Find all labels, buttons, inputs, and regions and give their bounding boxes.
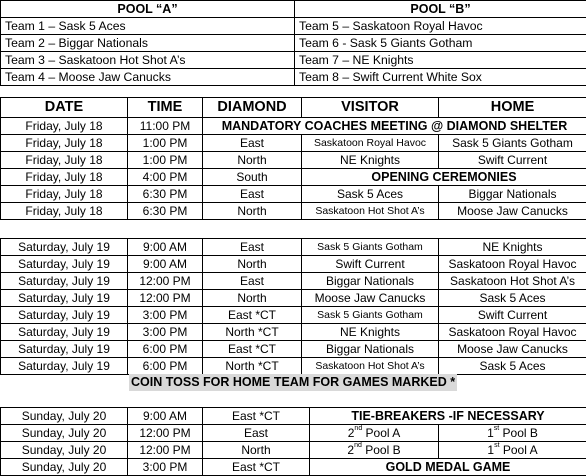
schedule-row [1, 290, 586, 307]
visitor-cell: NE Knights [302, 324, 439, 341]
home-cell: NE Knights [439, 239, 586, 256]
date-cell: Saturday, July 19 [1, 239, 128, 256]
diamond-cell: South [203, 169, 302, 186]
date-cell: Saturday, July 19 [1, 307, 128, 324]
visitor-cell: 2nd Pool A [310, 425, 439, 442]
pool-b-team: Team 8 – Swift Current White Sox [295, 69, 586, 86]
visitor-cell: Sask 5 Giants Gotham [302, 307, 439, 324]
date-cell: Friday, July 18 [1, 186, 128, 203]
home-header: HOME [439, 98, 586, 118]
home-cell: Sask 5 Giants Gotham [439, 135, 586, 152]
visitor-cell: 2nd Pool B [310, 442, 439, 459]
time-cell: 3:00 PM [128, 307, 203, 324]
date-cell: Saturday, July 19 [1, 324, 128, 341]
pool-a-team: Team 4 – Moose Jaw Canucks [1, 69, 295, 86]
time-cell: 3:00 PM [128, 324, 203, 341]
schedule-row [1, 186, 586, 203]
diamond-cell: East [203, 425, 310, 442]
home-cell: Biggar Nationals [439, 186, 586, 203]
time-cell: 11:00 PM [128, 118, 203, 135]
visitor-cell: Saskatoon Royal Havoc [302, 135, 439, 152]
diamond-header: DIAMOND [203, 98, 302, 118]
time-cell: 12:00 PM [128, 425, 203, 442]
diamond-cell: East *CT [203, 459, 310, 476]
visitor-cell: Swift Current [302, 256, 439, 273]
diamond-cell: North [203, 256, 302, 273]
visitor-cell: NE Knights [302, 152, 439, 169]
schedule-row [1, 425, 586, 442]
schedule-row [1, 256, 586, 273]
home-cell: Swift Current [439, 152, 586, 169]
schedule-row [1, 273, 586, 290]
date-cell: Friday, July 18 [1, 169, 128, 186]
schedule-row [1, 408, 586, 425]
event-cell: GOLD MEDAL GAME [310, 459, 586, 476]
date-cell: Saturday, July 19 [1, 341, 128, 358]
sunday-table [0, 407, 586, 476]
schedule-row [1, 358, 586, 375]
time-cell: 9:00 AM [128, 256, 203, 273]
schedule-row [1, 324, 586, 341]
time-cell: 6:00 PM [128, 341, 203, 358]
date-cell: Sunday, July 20 [1, 408, 128, 425]
schedule-row [1, 203, 586, 220]
visitor-cell: Saskatoon Hot Shot A’s [302, 203, 439, 220]
diamond-cell: East [203, 186, 302, 203]
pool-b-title: POOL “B” [295, 1, 586, 18]
pool-b-team: Team 7 – NE Knights [295, 52, 586, 69]
date-header: DATE [1, 98, 128, 118]
pool-a-team: Team 1 – Sask 5 Aces [1, 18, 295, 35]
schedule-row [1, 135, 586, 152]
pools-table [0, 0, 586, 86]
pool-a-team: Team 2 – Biggar Nationals [1, 35, 295, 52]
date-cell: Saturday, July 19 [1, 273, 128, 290]
time-cell: 12:00 PM [128, 442, 203, 459]
date-cell: Friday, July 18 [1, 135, 128, 152]
schedule-table [0, 97, 586, 375]
schedule-row [1, 459, 586, 476]
pool-a-title: POOL “A” [1, 1, 295, 18]
pool-b-team: Team 6 - Sask 5 Giants Gotham [295, 35, 586, 52]
date-cell: Sunday, July 20 [1, 459, 128, 476]
date-cell: Saturday, July 19 [1, 358, 128, 375]
schedule-row [1, 118, 586, 135]
diamond-cell: North *CT [203, 324, 302, 341]
home-cell: Swift Current [439, 307, 586, 324]
home-cell: Saskatoon Hot Shot A’s [439, 273, 586, 290]
diamond-cell: East [203, 135, 302, 152]
time-cell: 6:30 PM [128, 186, 203, 203]
diamond-cell: East [203, 273, 302, 290]
visitor-cell: Sask 5 Aces [302, 186, 439, 203]
visitor-cell: Biggar Nationals [302, 273, 439, 290]
event-cell: OPENING CEREMONIES [302, 169, 586, 186]
event-cell: MANDATORY COACHES MEETING @ DIAMOND SHELTER [203, 118, 586, 135]
visitor-cell: Saskatoon Hot Shot A’s [302, 358, 439, 375]
visitor-cell: Moose Jaw Canucks [302, 290, 439, 307]
diamond-cell: East [203, 239, 302, 256]
schedule-row [1, 169, 586, 186]
time-cell: 9:00 AM [128, 408, 203, 425]
home-cell: 1st Pool A [439, 442, 586, 459]
time-cell: 1:00 PM [128, 135, 203, 152]
date-cell: Saturday, July 19 [1, 290, 128, 307]
diamond-cell: East *CT [203, 307, 302, 324]
time-cell: 9:00 AM [128, 239, 203, 256]
visitor-header: VISITOR [302, 98, 439, 118]
home-cell: Saskatoon Royal Havoc [439, 256, 586, 273]
diamond-cell: North [203, 203, 302, 220]
home-cell: Sask 5 Aces [439, 358, 586, 375]
time-cell: 4:00 PM [128, 169, 203, 186]
time-header: TIME [128, 98, 203, 118]
schedule-row [1, 239, 586, 256]
visitor-cell: Biggar Nationals [302, 341, 439, 358]
time-cell: 12:00 PM [128, 273, 203, 290]
diamond-cell: North *CT [203, 358, 302, 375]
date-cell: Friday, July 18 [1, 203, 128, 220]
schedule-header-row [1, 98, 586, 118]
time-cell: 6:00 PM [128, 358, 203, 375]
date-cell: Sunday, July 20 [1, 442, 128, 459]
date-cell: Sunday, July 20 [1, 425, 128, 442]
pool-b-team: Team 5 – Saskatoon Royal Havoc [295, 18, 586, 35]
home-cell: Sask 5 Aces [439, 290, 586, 307]
home-cell: Moose Jaw Canucks [439, 341, 586, 358]
time-cell: 12:00 PM [128, 290, 203, 307]
schedule-row [1, 341, 586, 358]
diamond-cell: North [203, 442, 310, 459]
home-cell: 1st Pool B [439, 425, 586, 442]
diamond-cell: East *CT [203, 341, 302, 358]
time-cell: 3:00 PM [128, 459, 203, 476]
home-cell: Moose Jaw Canucks [439, 203, 586, 220]
date-cell: Friday, July 18 [1, 152, 128, 169]
home-cell: Saskatoon Royal Havoc [439, 324, 586, 341]
diamond-cell: North [203, 290, 302, 307]
diamond-cell: North [203, 152, 302, 169]
date-cell: Saturday, July 19 [1, 256, 128, 273]
schedule-row [1, 307, 586, 324]
coin-toss-note: COIN TOSS FOR HOME TEAM FOR GAMES MARKED * [129, 374, 457, 391]
event-cell: TIE-BREAKERS -IF NECESSARY [310, 408, 586, 425]
diamond-cell: East *CT [203, 408, 310, 425]
time-cell: 6:30 PM [128, 203, 203, 220]
schedule-row [1, 442, 586, 459]
time-cell: 1:00 PM [128, 152, 203, 169]
date-cell: Friday, July 18 [1, 118, 128, 135]
pool-a-team: Team 3 – Saskatoon Hot Shot A’s [1, 52, 295, 69]
schedule-row [1, 152, 586, 169]
visitor-cell: Sask 5 Giants Gotham [302, 239, 439, 256]
